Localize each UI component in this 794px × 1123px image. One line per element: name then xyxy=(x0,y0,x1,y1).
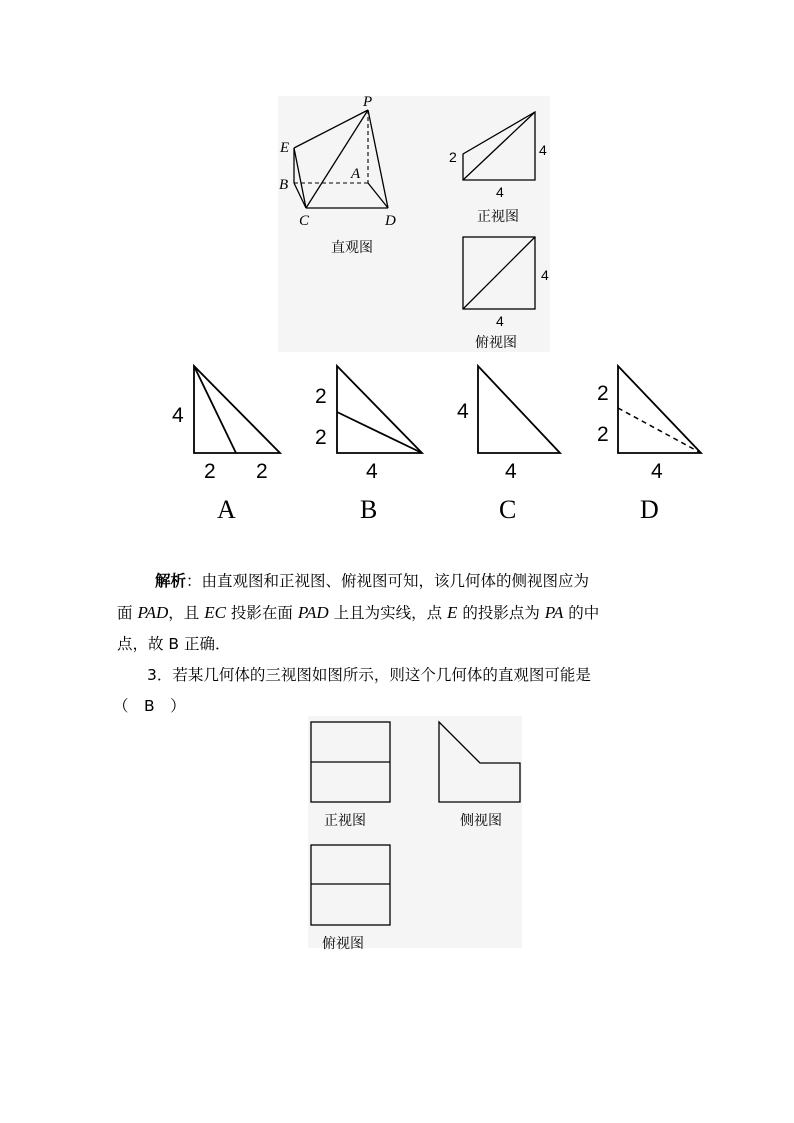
figure2-front-view xyxy=(308,716,398,806)
label-E: E xyxy=(280,140,290,156)
analysis-line3 xyxy=(117,629,687,660)
option-b xyxy=(300,360,440,530)
option-a-inner-line xyxy=(194,366,236,453)
front-dim-left: 2 xyxy=(449,149,457,165)
option-d-dim-left1: 2 xyxy=(597,382,609,405)
edge-EC xyxy=(294,148,306,208)
option-a-triangle xyxy=(194,366,280,453)
analysis-text1: ：由直观图和正视图、俯视图可知，该几何体的侧视图应为 xyxy=(186,572,590,590)
figure2-top-rect xyxy=(311,845,390,925)
analysis-text7: 的中 xyxy=(563,604,600,622)
analysis-text3: ，且 xyxy=(168,604,205,622)
analysis-text6: 的投影点为 xyxy=(457,604,545,622)
analysis-heading: 解析 xyxy=(155,572,187,590)
figure2-top-caption: 俯视图 xyxy=(322,936,364,952)
option-d-letter: D xyxy=(640,495,659,524)
question3-answer: （ B ） xyxy=(113,697,186,715)
edge-PE xyxy=(294,110,368,148)
label-C: C xyxy=(299,213,310,229)
figure2-top-view xyxy=(308,840,398,930)
label-P: P xyxy=(363,94,373,110)
analysis-text4: 投影在面 xyxy=(225,604,298,622)
question3-line xyxy=(117,660,687,691)
option-d-dim-bottom: 4 xyxy=(651,460,663,483)
figure2-side-view xyxy=(432,716,532,806)
option-d xyxy=(580,360,720,530)
option-c-dim-bottom: 4 xyxy=(505,460,517,483)
option-b-dim-bottom: 4 xyxy=(366,460,378,483)
analysis-text8: 点，故 B 正确． xyxy=(117,635,231,653)
top-view-diagonal xyxy=(463,237,535,309)
option-b-dim-left1: 2 xyxy=(315,385,327,408)
top-view-caption: 俯视图 xyxy=(475,335,517,351)
edge-PD xyxy=(368,110,388,208)
option-c-triangle xyxy=(478,366,560,453)
solid-caption: 直观图 xyxy=(331,240,373,256)
option-d-dashed-line xyxy=(618,408,701,453)
option-a-letter: A xyxy=(217,495,236,524)
analysis-math-ec: EC xyxy=(204,603,226,622)
figure2-side-caption: 侧视图 xyxy=(460,813,502,829)
edge-BC xyxy=(294,183,306,208)
top-dim-bottom: 4 xyxy=(496,313,504,329)
top-view xyxy=(445,230,555,330)
front-dim-bottom: 4 xyxy=(496,184,504,200)
option-d-triangle xyxy=(618,366,701,453)
analysis-math-e: E xyxy=(447,603,458,622)
solid-figure xyxy=(278,90,398,260)
option-c-dim-left: 4 xyxy=(457,400,469,423)
option-b-inner-line xyxy=(337,412,422,453)
option-b-dim-left2: 2 xyxy=(315,426,327,449)
analysis-text5: 上且为实线，点 xyxy=(328,604,448,622)
option-a xyxy=(160,360,300,530)
option-a-dim-left: 4 xyxy=(172,404,184,427)
front-dim-right: 4 xyxy=(539,142,547,158)
front-view xyxy=(445,110,555,200)
question3-number: 3． xyxy=(147,666,173,684)
analysis-text2: 面 xyxy=(117,604,138,622)
option-d-dim-left2: 2 xyxy=(597,423,609,446)
analysis-paragraph xyxy=(113,566,687,722)
top-dim-right: 4 xyxy=(541,267,549,283)
front-view-diagonal xyxy=(463,112,535,180)
option-c xyxy=(440,360,580,530)
option-a-dim-bottom1: 2 xyxy=(204,460,216,483)
edge-PC xyxy=(306,110,368,208)
front-view-caption: 正视图 xyxy=(477,209,519,225)
label-B: B xyxy=(279,177,289,193)
analysis-math-pa: PA xyxy=(544,603,564,622)
option-c-letter: C xyxy=(499,495,517,524)
option-b-triangle xyxy=(337,366,422,453)
figure2-side-outline xyxy=(439,722,520,802)
label-A: A xyxy=(351,166,361,182)
figure2-front-caption: 正视图 xyxy=(324,813,366,829)
analysis-line2 xyxy=(117,597,687,629)
option-b-letter: B xyxy=(360,495,378,524)
analysis-math-pad1: PAD xyxy=(137,603,169,622)
analysis-line1 xyxy=(117,566,687,597)
label-D: D xyxy=(385,213,396,229)
question3-text: 若某几何体的三视图如图所示，则这个几何体的直观图可能是 xyxy=(172,666,591,684)
analysis-math-pad2: PAD xyxy=(297,603,329,622)
option-a-dim-bottom2: 2 xyxy=(256,460,268,483)
